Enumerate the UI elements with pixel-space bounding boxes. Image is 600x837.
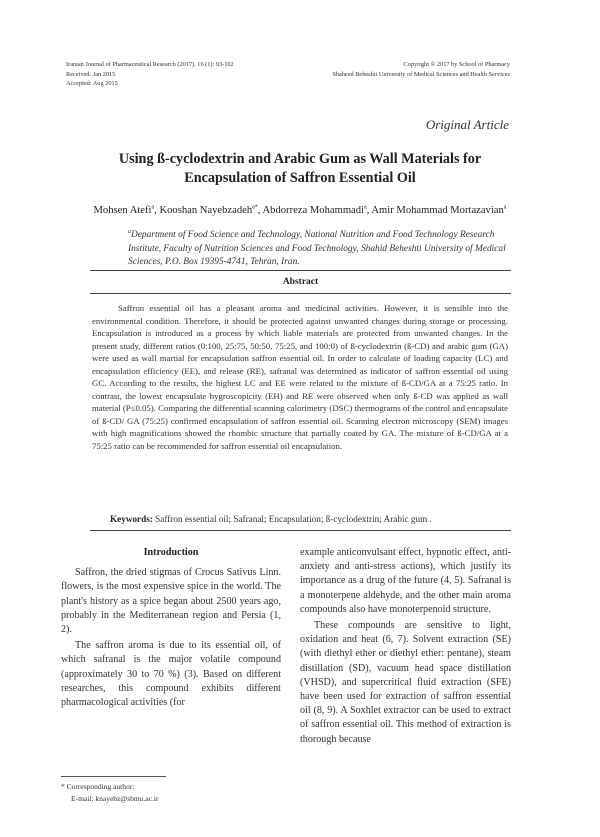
author-4: Amir Mohammad Mortazavian$^a$ [371, 204, 507, 216]
received-date: Received: Jan 2015 [66, 70, 116, 78]
copyright-line: Copyright © 2017 by School of Pharmacy [403, 61, 510, 68]
keywords-text: Saffron essential oil; Safranal; Encapsulation; ß-cyclodextrin; Arabic gum . [155, 514, 432, 524]
abstract-top-rule [90, 270, 511, 271]
abstract-body: Saffron essential oil has a pleasant aroma and medicinal activities. However, it is sensible into the environmental condition. Therefore, it should be protected against unwanted changes during storage or processing. Encapsulation is introduced as a process by which liable materials are protected from unwanted changes. In the present study, different ratios (0:100, 25:75, 50:50, 75:25, and 100:0) of ß-cyclodextrin (ß-CD) and arabic gum (GA) were used as wall martial for encapsulation saffron essential oil. In order to calculate of loading capacity (LC) and encapsulation efficiency (EE), and release (RE), safranal was determined as indicator of saffron essential oil using GC. According to the results, the highest LC and EE were related to the mixture of ß-CD/GA at a 75:25 ratio. In contrast, the lowest encapsulate hygroscopicity (EH) and RE were observed when only ß-CD was applied as wall material (P≤0.05). Comparing the differential scanning calorimetry (DSC) thermograms of the control and encapsulate of ß-CD/ GA (75:25) confirmed encapsulation of saffron essential oil. Scanning electron microscopy (SEM) images with high magnifications showed the rhombic structure that partially coated by GA. The mixture of ß-CD/GA at a 75:25 ratio can be recommended for saffron essential oil encapsulation. [92, 303, 508, 452]
right-column [300, 546, 511, 747]
author-list [60, 204, 540, 216]
author-email: E-mail: knayebz@sbmu.ac.ir [71, 794, 159, 803]
intro-paragraph-2: The saffron aroma is due to its essential oil, of which safranal is the major volatile compound (approximately 30 to 70 %) (3). Based on different researches, this compound exhibits different pharmacological activities (for [61, 640, 281, 709]
title-line-2: Encapsulation of Saffron Essential Oil [184, 170, 416, 186]
abstract-bottom-rule [90, 530, 511, 531]
affiliation: $^a$Department of Food Science and Technology, National Nutrition and Food Technology Research Institute, Faculty of Nutrition Sciences and Food Technology, Shahid Beheshti University of Medical Sciences, P.O. Box 19395-4741, Tehran, Iran. [128, 229, 506, 267]
author-1: Mohsen Atefi$^a$, [93, 204, 160, 216]
keywords-label: Keywords: [110, 514, 153, 524]
footnote-rule [61, 776, 166, 777]
footnote [61, 781, 159, 805]
abstract-heading-rule [90, 293, 511, 294]
intro-paragraph-1: Saffron, the dried stigmas of Crocus Sativus Linn. flowers, is the most expensive spice in the world. The plant's history as a spice began about 2500 years ago, probably in the Mediterranean region and Persia (1, 2). [61, 567, 281, 636]
journal-citation: Iranian Journal of Pharmaceutical Research (2017), 16 (1): 93-102 [66, 61, 234, 68]
title-line-1: Using ß-cyclodextrin and Arabic Gum as Wall Materials for [118, 151, 482, 167]
introduction-heading: Introduction [143, 547, 199, 558]
copyright-header [332, 60, 510, 79]
article-type: Original Article [425, 117, 509, 132]
author-2: Kooshan Nayebzadeh$^{a*}$, [159, 204, 263, 216]
intro-paragraph-3: These compounds are sensitive to light, oxidation and heat (6, 7). Solvent extraction (SE) (with diethyl ether or diethyl ether: pentane), steam distillation (SD), vacuum head space distillation (VHSD), and supercritical fluid extraction (SFE) have been used for extraction of saffron essential oil (8, 9). A Soxhlet extractor can be used to extract of saffron essential oil. This method of extraction is thorough because [300, 620, 511, 745]
corresponding-author: * Corresponding author: [61, 782, 135, 791]
publisher-line: Shaheed Beheshti University of Medical Sciences and Health Services [332, 70, 510, 78]
journal-header [66, 60, 234, 89]
intro-paragraph-2-continued: example anticonvulsant effect, hypnotic effect, anti-anxiety and anti-stress actions), which justify its importance as a drug of the future (4, 5). Safranal is a monoterpene aldehyde, and the other main aroma compounds also have monoterpenoid structure. [300, 547, 511, 615]
keywords [110, 514, 510, 524]
left-column [61, 546, 281, 710]
abstract-heading: Abstract [282, 277, 319, 287]
paper-title [70, 150, 530, 188]
author-3: Abdorreza Mohammadi$^a$, [262, 204, 372, 216]
accepted-date: Accepted: Aug 2015 [66, 80, 118, 87]
